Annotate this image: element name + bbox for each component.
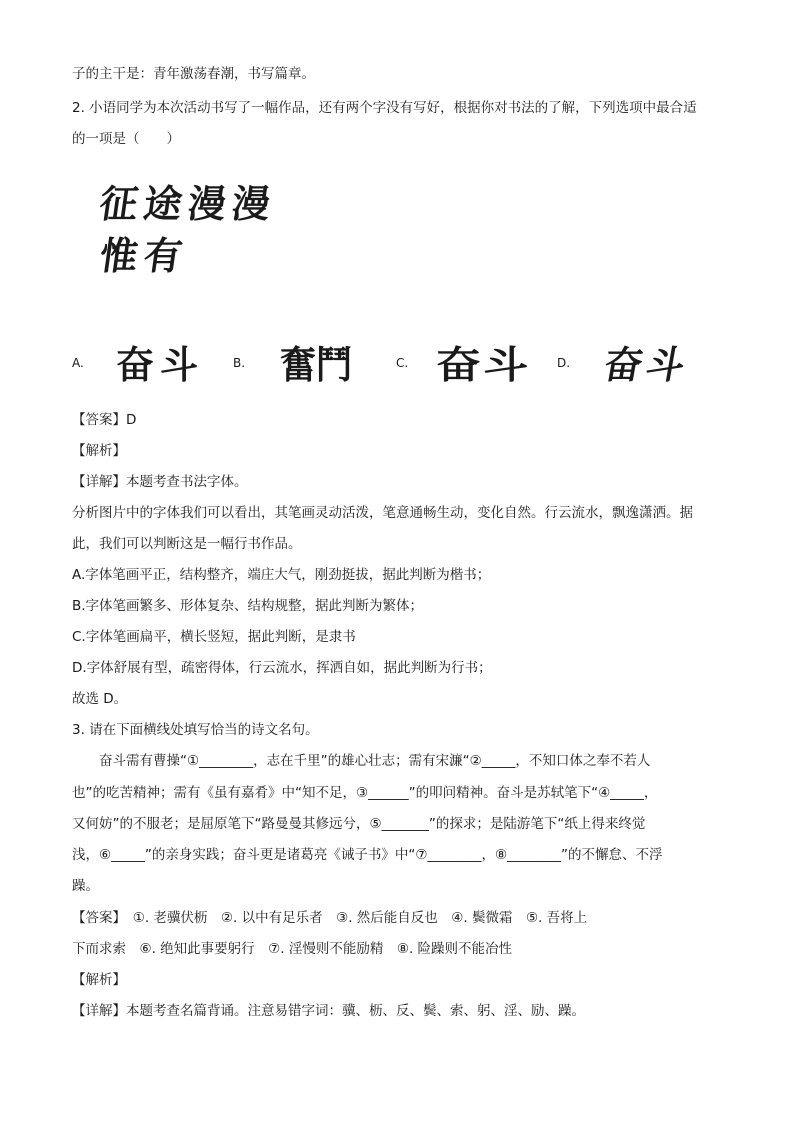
- text-line: 此，我们可以判断这是一幅行书作品。: [72, 536, 302, 552]
- option-explanation-d: D.字体舒展有型，疏密得体，行云流水，挥洒自如，据此判断为行书；: [72, 660, 492, 676]
- calligraphy-row-1: 征途漫漫: [96, 181, 280, 226]
- option-b-letter: B.: [233, 356, 246, 370]
- text-line: 故选 D。: [72, 691, 128, 707]
- option-c-glyph: 奋斗: [436, 345, 531, 387]
- answer-label: 【答案】D: [72, 412, 137, 428]
- calligraphy-image: [96, 178, 310, 283]
- option-explanation-a: A.字体笔画平正，结构整齐，端庄大气，刚劲挺拔，据此判断为楷书；: [72, 567, 491, 583]
- text-line: 下而求索 ⑥. 绝知此事要躬行 ⑦. 淫慢则不能励精 ⑧. 险躁则不能冶性: [72, 941, 513, 957]
- option-d-glyph: 奋斗: [600, 342, 693, 387]
- text-line: 又何妨”的不服老；是屈原笔下“路曼曼其修远兮，⑤_______”的探求；是陆游笔下“纸上得来终觉: [72, 816, 646, 832]
- detail-label: 【详解】本题考查名篇背诵。注意易错字词：骥、枥、反、鬓、索、躬、淫、励、躁。: [72, 1003, 585, 1019]
- analysis-label: 【解析】: [72, 443, 126, 459]
- option-a-letter: A.: [72, 356, 84, 370]
- text-line: 的一项是（ ）: [72, 131, 180, 147]
- answer-label: 【答案】 ①. 老骥伏枥 ②. 以中有足乐者 ③. 然后能自反也 ④. 鬓微霜 ⑤. 吾将上: [72, 910, 588, 926]
- text-line: 分析图片中的字体我们可以看出，其笔画灵动活泼，笔意通畅生动，变化自然。行云流水，飘逸潇洒。据: [72, 505, 693, 521]
- analysis-label: 【解析】: [72, 972, 126, 988]
- option-explanation-b: B.字体笔画繁多、形体复杂、结构规整，据此判断为繁体；: [72, 598, 424, 614]
- option-d-letter: D.: [557, 356, 571, 370]
- option-b-glyph: 奮鬥: [279, 342, 353, 387]
- text-line: 奋斗需有曹操“①________，志在千里”的雄心壮志；需有宋濂“②_____，不知口体之奉不若人: [99, 753, 651, 769]
- question-3: 3. 请在下面横线处填写恰当的诗文名句。: [72, 722, 319, 738]
- text-line: 躁。: [72, 878, 99, 894]
- option-a-glyph: 奋斗: [116, 342, 205, 387]
- question-2: 2. 小语同学为本次活动书写了一幅作品，还有两个字没有写好，根据你对书法的了解，下列选项中最合适: [72, 100, 697, 116]
- option-c-letter: C.: [396, 356, 409, 370]
- calligraphy-row-2: 惟有: [96, 233, 192, 278]
- detail-label: 【详解】本题考查书法字体。: [72, 474, 248, 490]
- text-line: 子的主干是：青年激荡春潮，书写篇章。: [72, 66, 315, 82]
- text-line: 浅，⑥_____”的亲身实践；奋斗更是诸葛亮《诫子书》中“⑦________，⑧________”的不懈怠、不浮: [72, 847, 663, 863]
- option-explanation-c: C.字体笔画扁平，横长竖短，据此判断，是隶书: [72, 629, 356, 645]
- text-line: 也”的吃苦精神；需有《虽有嘉肴》中“知不足，③______”的叩问精神。奋斗是苏轼笔下“④_____，: [72, 785, 658, 801]
